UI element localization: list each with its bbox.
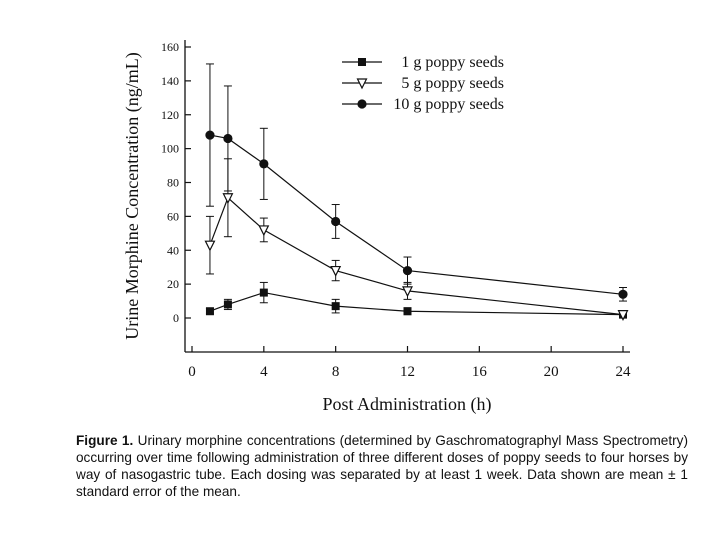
data-point: [259, 159, 268, 168]
x-tick-label: 20: [543, 364, 559, 380]
series-line: [210, 293, 623, 315]
data-point: [358, 58, 366, 66]
y-tick-label: 0: [173, 311, 179, 325]
x-axis: [185, 346, 631, 415]
y-tick-label: 20: [167, 277, 179, 292]
x-tick-label: 0: [188, 364, 196, 380]
data-point: [260, 289, 268, 297]
x-tick-label: 16: [471, 364, 487, 380]
data-point: [331, 217, 340, 226]
x-tick-label: 12: [400, 364, 415, 380]
data-point: [404, 307, 412, 315]
series-triangle-down-open: [205, 159, 627, 320]
data-point: [357, 99, 366, 108]
legend-label: 10 g poppy seeds: [393, 96, 504, 113]
legend-item: [342, 96, 504, 113]
x-tick-label: 24: [615, 364, 631, 380]
x-tick-label: 8: [331, 364, 340, 380]
data-point: [224, 300, 232, 308]
y-tick-label: 160: [161, 40, 179, 54]
x-axis-label: Post Administration (h): [322, 394, 492, 414]
y-tick-label: 60: [167, 209, 179, 224]
series-line: [210, 198, 623, 315]
y-tick-label: 120: [161, 107, 179, 122]
y-tick-label: 80: [167, 175, 179, 190]
series-line: [210, 135, 623, 294]
y-tick-label: 100: [161, 141, 179, 156]
figure-caption: [76, 432, 688, 500]
data-point: [223, 134, 232, 143]
y-axis-label: Urine Morphine Concentration (ng/mL): [122, 52, 142, 340]
data-point: [259, 226, 268, 235]
legend-item: [342, 54, 504, 71]
y-tick-label: 140: [161, 73, 179, 88]
data-point: [223, 194, 232, 203]
data-point: [332, 302, 340, 310]
y-axis: [122, 40, 191, 352]
legend: [342, 54, 504, 113]
data-point: [205, 241, 214, 250]
caption-label: Figure 1.: [76, 433, 134, 448]
legend-label: 1 g poppy seeds: [401, 54, 504, 71]
y-tick-label: 40: [167, 243, 179, 258]
legend-label: 5 g poppy seeds: [401, 75, 504, 92]
caption-text: Urinary morphine concentrations (determined by Gaschromatographyl Mass Spectrometry) occurring over time following administration of three different doses of poppy seeds to four horses by way of nasogastric tube. Each dosing was separated by at least 1 week. Data shown are mean ± 1 standard error of the mean.: [76, 433, 688, 499]
x-tick-label: 4: [260, 364, 268, 380]
data-point: [206, 307, 214, 315]
data-point: [205, 130, 214, 139]
legend-item: [342, 75, 504, 92]
data-point: [618, 290, 627, 299]
data-point: [403, 266, 412, 275]
